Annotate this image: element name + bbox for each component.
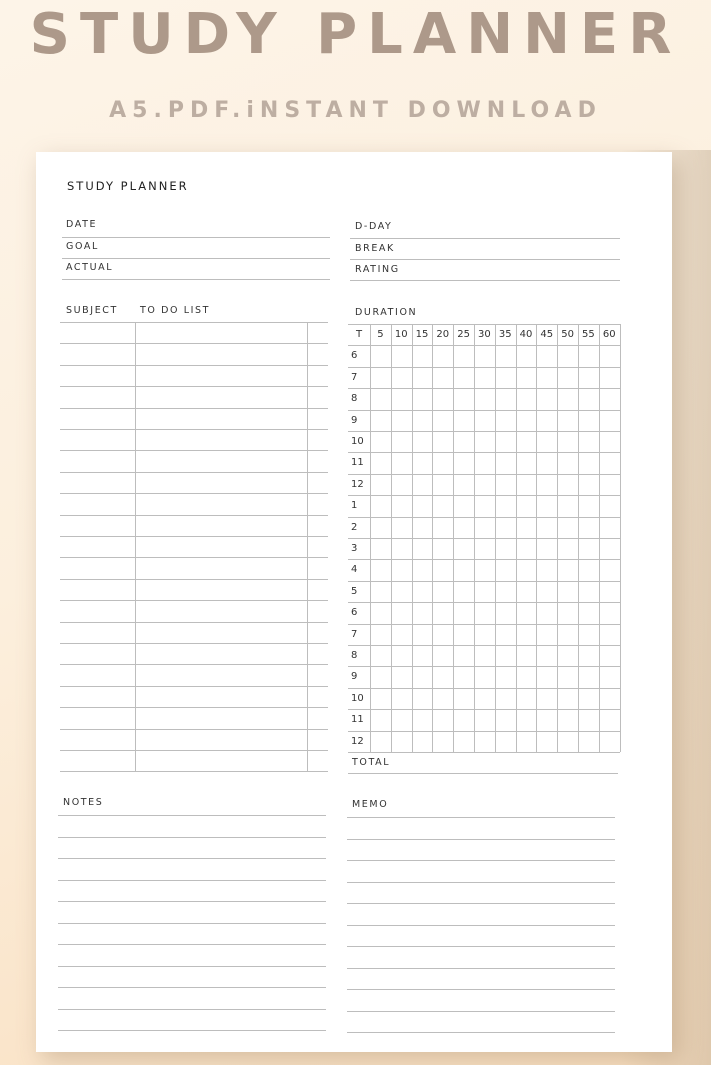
duration-row-line <box>348 709 620 710</box>
minute-header: 20 <box>436 329 450 340</box>
hour-label: 12 <box>351 735 364 747</box>
duration-row-line <box>348 367 620 368</box>
duration-row-line <box>348 688 620 689</box>
todo-row-line <box>60 707 328 708</box>
hour-label: 12 <box>351 478 364 490</box>
field-line <box>62 258 330 259</box>
duration-row-line <box>348 731 620 732</box>
total-label: TOTAL <box>352 757 391 768</box>
notes-line <box>58 837 326 838</box>
duration-row-line <box>348 538 620 539</box>
hour-label: 1 <box>351 500 358 512</box>
field-label-goal: GOAL <box>66 240 99 252</box>
minute-header: 45 <box>540 329 554 340</box>
field-label-break: BREAK <box>355 242 395 254</box>
minute-header: 60 <box>602 329 616 340</box>
todo-row-line <box>60 386 328 387</box>
duration-row-line <box>348 431 620 432</box>
todo-divider <box>307 322 308 771</box>
duration-row-line <box>348 581 620 582</box>
duration-col-line <box>391 324 392 752</box>
todo-row-line <box>60 343 328 344</box>
todo-row-line <box>60 622 328 623</box>
hour-label: 3 <box>351 543 358 554</box>
banner-subtitle: A5.PDF.iNSTANT DOWNLOAD <box>109 98 602 123</box>
todo-row-line <box>60 450 328 451</box>
duration-col-line <box>412 324 413 752</box>
duration-row-line <box>348 410 620 411</box>
hour-label: 8 <box>351 650 358 661</box>
todo-row-line <box>60 408 328 409</box>
hour-label: 7 <box>351 628 358 640</box>
notes-line <box>58 858 326 859</box>
memo-line <box>347 946 615 947</box>
todo-row-line <box>60 750 328 751</box>
todo-row-line <box>60 536 328 537</box>
minute-header: 55 <box>582 329 595 340</box>
field-label-actual: ACTUAL <box>66 262 114 273</box>
duration-col-line <box>370 324 371 752</box>
duration-col-line <box>432 324 433 752</box>
memo-label: MEMO <box>352 799 389 810</box>
hour-label: 6 <box>351 607 358 619</box>
todo-row-line <box>60 515 328 516</box>
banner-title: STUDY PLANNER <box>29 2 682 67</box>
total-line <box>348 773 618 774</box>
memo-line <box>347 989 615 990</box>
todo-label: TO DO LIST <box>140 305 211 316</box>
minute-header: 35 <box>498 329 512 340</box>
duration-row-line <box>348 602 620 603</box>
field-line <box>350 280 620 281</box>
minute-header: 40 <box>519 329 533 340</box>
todo-row-line <box>60 579 328 580</box>
hour-label: 9 <box>351 671 358 683</box>
minute-header: 5 <box>377 329 384 340</box>
todo-row-line <box>60 643 328 644</box>
subject-label: SUBJECT <box>66 305 118 316</box>
duration-col-line <box>516 324 517 752</box>
todo-row-line <box>60 493 328 494</box>
field-line <box>350 259 620 260</box>
minute-header: 50 <box>561 329 574 340</box>
duration-row-line <box>348 559 620 560</box>
memo-line <box>347 860 615 861</box>
minute-header: 25 <box>457 329 470 340</box>
duration-col-line <box>620 324 621 752</box>
duration-col-line <box>453 324 454 752</box>
field-line <box>62 237 330 238</box>
minute-header: 10 <box>394 329 408 340</box>
memo-line <box>347 882 615 883</box>
hour-label: 7 <box>351 371 358 383</box>
notes-line <box>58 1030 326 1031</box>
planner-page <box>36 152 672 1052</box>
notes-line <box>58 815 326 816</box>
field-label-rating: RATING <box>355 264 400 275</box>
time-header: T <box>355 329 363 340</box>
planner-title: STUDY PLANNER <box>67 179 189 193</box>
minute-header: 30 <box>478 329 491 340</box>
duration-row-line <box>348 624 620 625</box>
notes-line <box>58 880 326 881</box>
memo-line <box>347 817 615 818</box>
duration-row-line <box>348 345 620 346</box>
hour-label: 10 <box>351 692 364 704</box>
memo-line <box>347 903 615 904</box>
duration-row-line <box>348 666 620 667</box>
field-line <box>62 279 330 280</box>
hour-label: 6 <box>351 350 358 362</box>
hour-label: 10 <box>351 436 364 447</box>
todo-row-line <box>60 729 328 730</box>
notes-line <box>58 901 326 902</box>
todo-row-line <box>60 771 328 772</box>
duration-row-line <box>348 752 620 753</box>
todo-row-line <box>60 429 328 430</box>
duration-row-line <box>348 495 620 496</box>
hour-label: 2 <box>351 521 358 533</box>
notes-label: NOTES <box>63 797 104 808</box>
field-label-date: DATE <box>66 219 98 230</box>
notes-line <box>58 1009 326 1010</box>
duration-row-line <box>348 645 620 646</box>
todo-row-line <box>60 322 328 323</box>
notes-line <box>58 944 326 945</box>
memo-line <box>347 839 615 840</box>
duration-row-line <box>348 474 620 475</box>
minute-header: 15 <box>415 329 429 340</box>
hour-label: 9 <box>351 414 358 426</box>
duration-col-line <box>536 324 537 752</box>
todo-row-line <box>60 686 328 687</box>
notes-line <box>58 923 326 924</box>
memo-line <box>347 968 615 969</box>
field-line <box>350 238 620 239</box>
duration-col-line <box>557 324 558 752</box>
duration-col-line <box>474 324 475 752</box>
duration-label: DURATION <box>355 307 418 318</box>
hour-label: 11 <box>351 714 364 726</box>
duration-row-line <box>348 452 620 453</box>
memo-line <box>347 1032 615 1033</box>
hour-label: 4 <box>351 564 358 576</box>
duration-row-line <box>348 388 620 389</box>
duration-row-line <box>348 324 620 325</box>
todo-row-line <box>60 472 328 473</box>
hour-label: 11 <box>351 457 364 469</box>
duration-col-line <box>495 324 496 752</box>
notes-line <box>58 966 326 967</box>
todo-row-line <box>60 557 328 558</box>
todo-row-line <box>60 600 328 601</box>
todo-row-line <box>60 365 328 366</box>
subject-divider <box>135 322 136 771</box>
hour-label: 8 <box>351 393 358 405</box>
todo-row-line <box>60 664 328 665</box>
duration-row-line <box>348 517 620 518</box>
memo-line <box>347 1011 615 1012</box>
duration-col-line <box>599 324 600 752</box>
field-label-d-day: D-DAY <box>355 221 393 232</box>
hour-label: 5 <box>351 585 358 597</box>
memo-line <box>347 925 615 926</box>
duration-col-line <box>578 324 579 752</box>
notes-line <box>58 987 326 988</box>
